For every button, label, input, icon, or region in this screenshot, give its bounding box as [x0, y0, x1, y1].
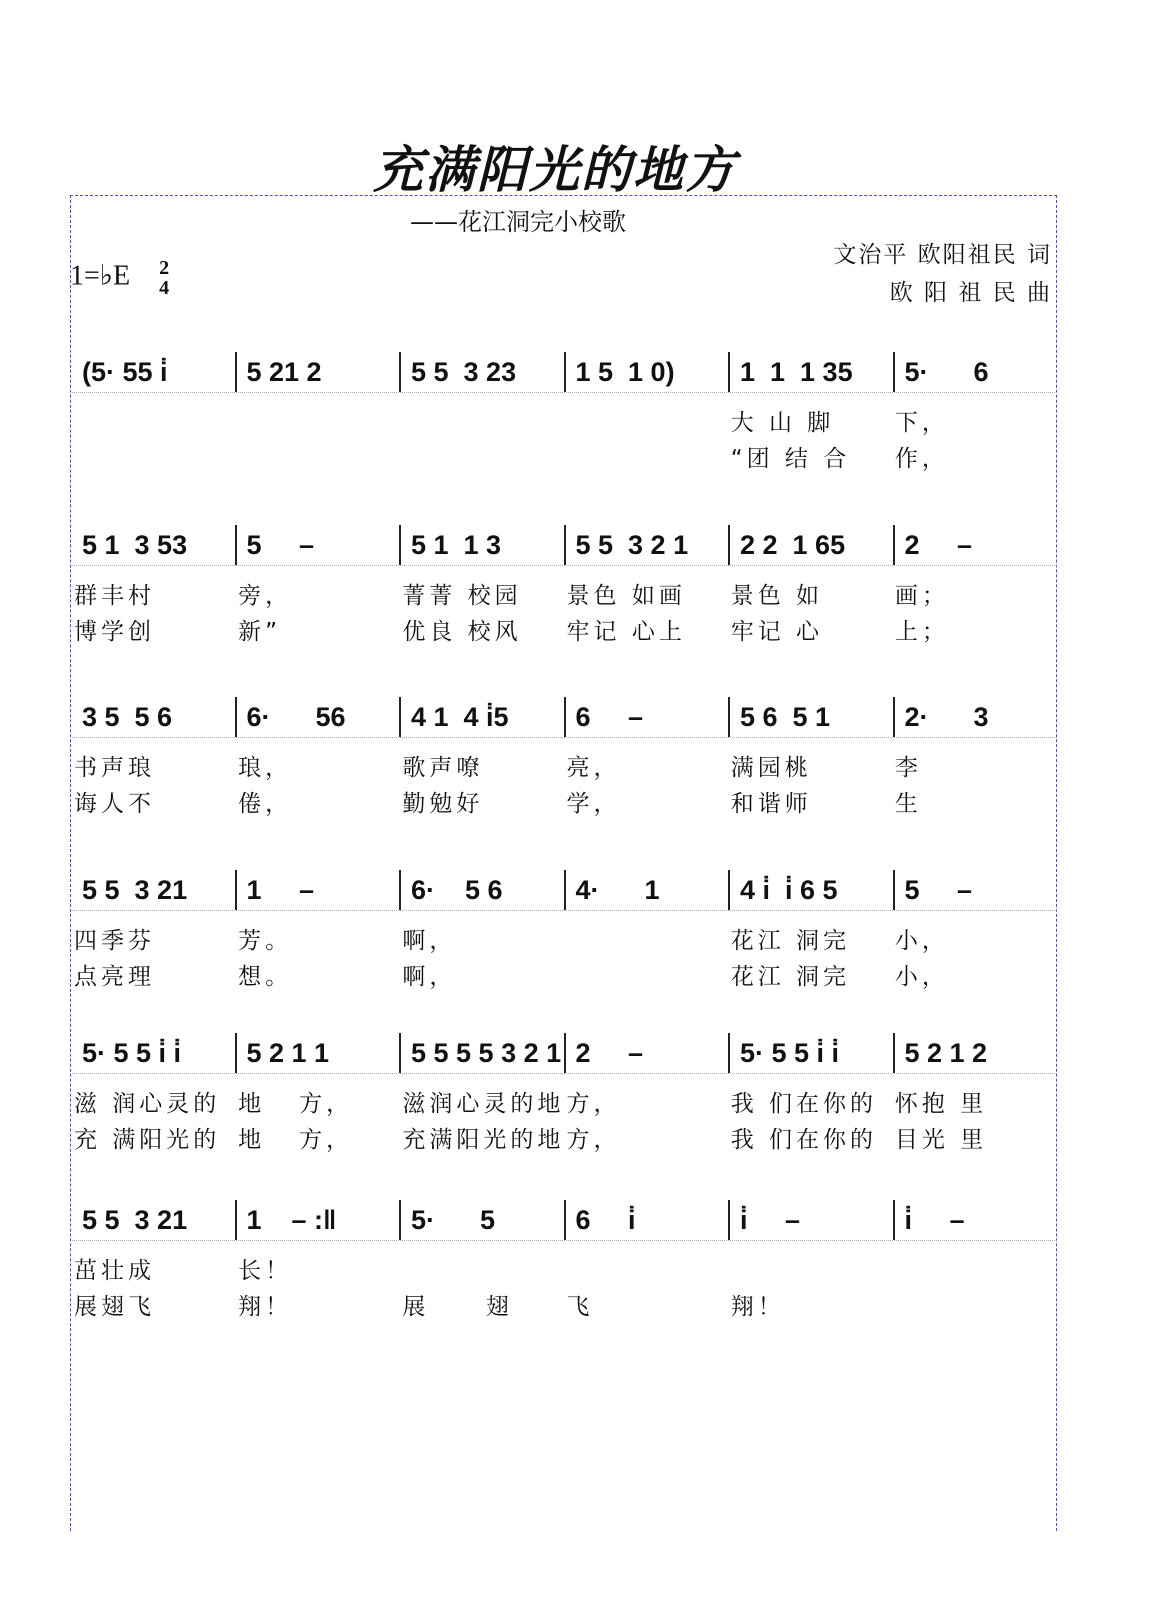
lyric-segment: 目光 里 — [894, 1127, 988, 1153]
measure: 5 5 3 2 1 — [566, 525, 731, 565]
lyric-segment: 飞 — [566, 1294, 594, 1320]
composer-credit: 欧 阳 祖 民 曲 — [889, 280, 1052, 306]
notes-line — [72, 352, 1057, 393]
lyric-segment: 牢记 心 — [730, 619, 823, 645]
lyric-segment: 优良 校风 — [402, 619, 522, 645]
score-line — [72, 1200, 1057, 1325]
lyric-segment: 群丰村 — [74, 583, 155, 609]
lyric-segment: 菁菁 校园 — [402, 583, 522, 609]
lyric-segment — [565, 1253, 729, 1289]
lyricist-credit: 文治平 欧阳祖民 词 — [833, 242, 1052, 268]
lyric-segment — [236, 405, 400, 441]
lyric-segment: 歌声嘹 — [402, 755, 484, 781]
lyrics-verse-1 — [72, 578, 1057, 614]
key-signature — [70, 258, 169, 298]
score-line — [72, 697, 1057, 822]
lyric-segment — [893, 1289, 1057, 1325]
measure: i̇ – — [730, 1200, 895, 1240]
measure: 5 1 1 3 — [401, 525, 566, 565]
lyric-segment: 充 满阳光的 — [74, 1127, 221, 1153]
lyric-segment: 四季芬 — [74, 928, 155, 954]
lyrics-verse-2 — [72, 1289, 1057, 1325]
lyrics-verse-2 — [72, 786, 1057, 822]
lyric-segment: 牢记 心上 — [566, 619, 686, 645]
measure: 2 2 1 65 — [730, 525, 895, 565]
lyric-segment — [565, 959, 729, 995]
lyric-segment: 地 方， — [238, 1091, 354, 1117]
measure: 6 – — [566, 697, 731, 737]
lyric-segment: 滋润心灵的地 — [402, 1091, 565, 1117]
measure: 2· 3 — [904, 702, 989, 732]
time-bottom: 4 — [159, 277, 170, 299]
lyric-segment: 上； — [894, 619, 949, 645]
lyric-segment: 下， — [894, 410, 949, 436]
lyric-segment: 学， — [566, 791, 621, 817]
measure: (5· 55 i̇ — [72, 352, 237, 392]
lyric-segment: 芳。 — [238, 928, 293, 954]
lyrics-verse-1 — [72, 1253, 1057, 1289]
lyrics-verse-1 — [72, 923, 1057, 959]
lyric-segment: “团 结 合 — [730, 446, 851, 472]
lyric-segment: 作， — [894, 446, 949, 472]
measure: 5· 6 — [904, 357, 989, 387]
measure: 6· 5 6 — [401, 870, 566, 910]
lyric-segment: 我 们在你的 — [730, 1127, 877, 1153]
lyric-segment: 书声琅 — [74, 755, 155, 781]
measure: 5· 5 — [401, 1200, 566, 1240]
lyric-segment: 方， — [566, 1127, 621, 1153]
notes-line — [72, 525, 1057, 566]
lyric-segment: 花江 洞完 — [730, 928, 850, 954]
lyric-segment: 倦， — [238, 791, 293, 817]
lyric-segment: 新” — [238, 619, 282, 645]
lyric-segment — [565, 923, 729, 959]
lyric-segment: 小， — [894, 928, 949, 954]
measure: 5 2 1 2 — [904, 1038, 988, 1068]
measure: 5 5 3 23 — [401, 352, 566, 392]
lyric-segment: 琅， — [238, 755, 293, 781]
score-line — [72, 870, 1057, 995]
time-signature — [159, 258, 169, 298]
lyrics-verse-1 — [72, 405, 1057, 441]
lyric-segment — [565, 441, 729, 477]
lyric-segment: 李 — [894, 755, 922, 781]
lyric-segment: 景色 如 — [730, 583, 823, 609]
lyric-segment: 和谐师 — [730, 791, 812, 817]
measure: 1 – — [237, 870, 402, 910]
lyric-segment: 诲人不 — [74, 791, 155, 817]
lyric-segment: 生 — [894, 791, 922, 817]
measure: i̇ – — [904, 1205, 965, 1235]
lyric-segment: 画； — [894, 583, 949, 609]
lyrics-verse-2 — [72, 1122, 1057, 1158]
measure: 1 1 1 35 — [730, 352, 895, 392]
notes-line — [72, 870, 1057, 911]
song-subtitle: ——花江洞完小校歌 — [410, 208, 626, 236]
measure: 5· 5 5 i̇ i̇ — [72, 1033, 237, 1073]
lyric-segment — [72, 405, 236, 441]
score-line — [72, 1033, 1057, 1158]
notes-line — [72, 697, 1057, 738]
lyric-segment: 想。 — [238, 964, 293, 990]
lyric-segment — [400, 441, 564, 477]
measure: 2 – — [904, 530, 973, 560]
measure: 5 21 2 — [237, 352, 402, 392]
key: 1=♭E — [70, 260, 131, 292]
lyric-segment: 大 山 脚 — [730, 410, 835, 436]
song-title: 充满阳光的地方 — [373, 140, 737, 199]
lyric-segment: 方， — [566, 1091, 621, 1117]
lyric-segment: 展 翅 — [402, 1294, 513, 1320]
score-line — [72, 352, 1057, 477]
lyric-segment: 充满阳光的地 — [402, 1127, 565, 1153]
lyric-segment: 我 们在你的 — [730, 1091, 877, 1117]
measure: 5 – — [904, 875, 973, 905]
lyric-segment: 花江 洞完 — [730, 964, 850, 990]
measure: 6 i̇ — [566, 1200, 731, 1240]
lyric-segment: 啊， — [402, 928, 457, 954]
lyric-segment: 勤勉好 — [402, 791, 484, 817]
lyrics-verse-2 — [72, 614, 1057, 650]
measure: 4 i̇ i̇ 6 5 — [730, 870, 895, 910]
lyric-segment — [400, 1253, 564, 1289]
measure: 5 5 3 21 — [72, 870, 237, 910]
lyric-segment: 展翅飞 — [74, 1294, 155, 1320]
lyric-segment: 啊， — [402, 964, 457, 990]
measure: 1 5 1 0) — [566, 352, 731, 392]
lyrics-verse-2 — [72, 959, 1057, 995]
lyric-segment: 茁壮成 — [74, 1258, 155, 1284]
measure: 5 – — [237, 525, 402, 565]
measure: 6· 56 — [237, 697, 402, 737]
measure: 5 5 3 21 — [72, 1200, 237, 1240]
lyric-segment: 满园桃 — [730, 755, 812, 781]
measure: 5 2 1 1 — [237, 1033, 402, 1073]
notes-line — [72, 1200, 1057, 1241]
lyric-segment: 点亮理 — [74, 964, 155, 990]
measure: 2 – — [566, 1033, 731, 1073]
lyric-segment: 长！ — [238, 1258, 293, 1284]
lyric-segment — [400, 405, 564, 441]
measure: 4 1 4 i̇5 — [401, 697, 566, 737]
lyrics-verse-1 — [72, 750, 1057, 786]
lyric-segment — [565, 405, 729, 441]
lyric-segment: 旁， — [238, 583, 293, 609]
lyrics-verse-2 — [72, 441, 1057, 477]
lyric-segment: 翔！ — [730, 1294, 785, 1320]
measure: 5 1 3 53 — [72, 525, 237, 565]
lyric-segment: 亮， — [566, 755, 621, 781]
lyric-segment: 小， — [894, 964, 949, 990]
lyric-segment: 怀抱 里 — [894, 1091, 988, 1117]
lyrics-verse-1 — [72, 1086, 1057, 1122]
lyric-segment: 滋 润心灵的 — [74, 1091, 221, 1117]
measure: 3 5 5 6 — [72, 697, 237, 737]
lyric-segment — [72, 441, 236, 477]
lyric-segment — [236, 441, 400, 477]
measure: 5 5 5 5 3 2 1 — [401, 1033, 566, 1073]
notes-line — [72, 1033, 1057, 1074]
measure: 4· 1 — [566, 870, 731, 910]
lyric-segment: 地 方， — [238, 1127, 354, 1153]
time-top: 2 — [159, 257, 170, 279]
lyric-segment: 博学创 — [74, 619, 155, 645]
lyric-segment: 翔！ — [238, 1294, 293, 1320]
lyric-segment — [893, 1253, 1057, 1289]
measure: 5· 5 5 i̇ i̇ — [730, 1033, 895, 1073]
lyric-segment — [729, 1253, 893, 1289]
score-line — [72, 525, 1057, 650]
lyric-segment: 景色 如画 — [566, 583, 686, 609]
measure: 1 – :‖ — [237, 1200, 402, 1240]
measure: 5 6 5 1 — [730, 697, 895, 737]
